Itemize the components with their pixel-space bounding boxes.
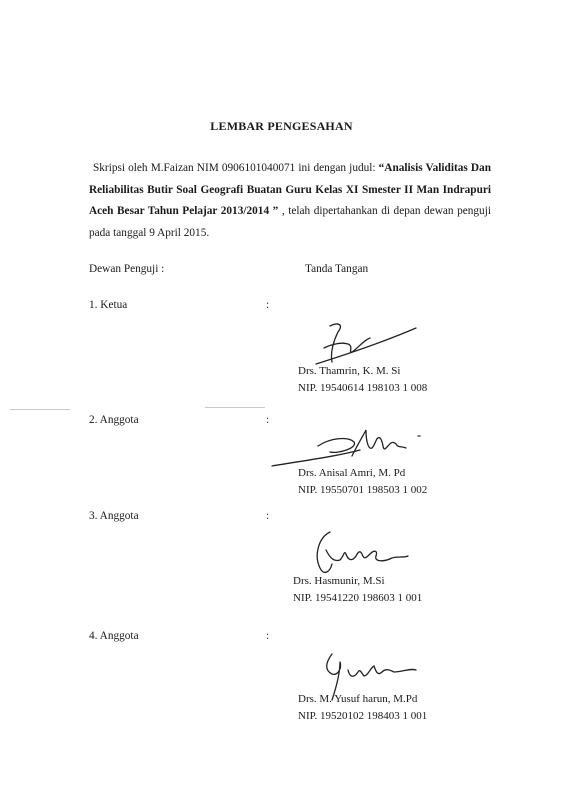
examiner-2-name: Drs. Anisal Amri, M. Pd — [298, 467, 406, 479]
approval-paragraph — [89, 158, 491, 244]
examiner-2-nip: NIP. 19550701 198503 1 002 — [298, 484, 428, 496]
examiner-1-name: Drs. Thamrin, K. M. Si — [298, 365, 401, 377]
examiners-header: Dewan Penguji : — [89, 263, 165, 275]
scan-smudge — [205, 407, 265, 408]
examiner-3-colon: : — [266, 510, 270, 522]
thesis-title: “Analisis Validitas Dan Reliabilitas Butir Soal Geografi Buatan Guru Kelas XI Smester II Man Indrapuri Aceh Besar Tahun Pelajar 2013/2014 ” — [89, 162, 491, 218]
signature-header: Tanda Tangan — [305, 263, 369, 275]
examiner-2-role: 2. Anggota — [89, 414, 139, 426]
paragraph-tail: , telah dipertahankan di depan dewan penguji pada tanggal 9 April 2015. — [89, 205, 491, 239]
examiner-2-colon: : — [266, 414, 270, 426]
examiner-4-name: Drs. M. Yusuf harun, M.Pd — [298, 693, 418, 705]
examiner-1-colon: : — [266, 299, 270, 311]
examiner-4-colon: : — [266, 630, 270, 642]
scan-smudge — [10, 409, 70, 410]
examiner-4-role: 4. Anggota — [89, 630, 139, 642]
page-title: LEMBAR PENGESAHAN — [210, 119, 353, 133]
examiner-3-nip: NIP. 19541220 198603 1 001 — [293, 592, 423, 604]
examiner-3-role: 3. Anggota — [89, 510, 139, 522]
examiner-3-name: Drs. Hasmunir, M.Si — [293, 575, 385, 587]
examiner-1-nip: NIP. 19540614 198103 1 008 — [298, 382, 428, 394]
examiner-4-nip: NIP. 19520102 198403 1 001 — [298, 710, 428, 722]
paragraph-lead: Skripsi oleh M.Faizan NIM 0906101040071 ini dengan judul: — [93, 162, 379, 174]
examiner-1-role: 1. Ketua — [89, 299, 128, 311]
